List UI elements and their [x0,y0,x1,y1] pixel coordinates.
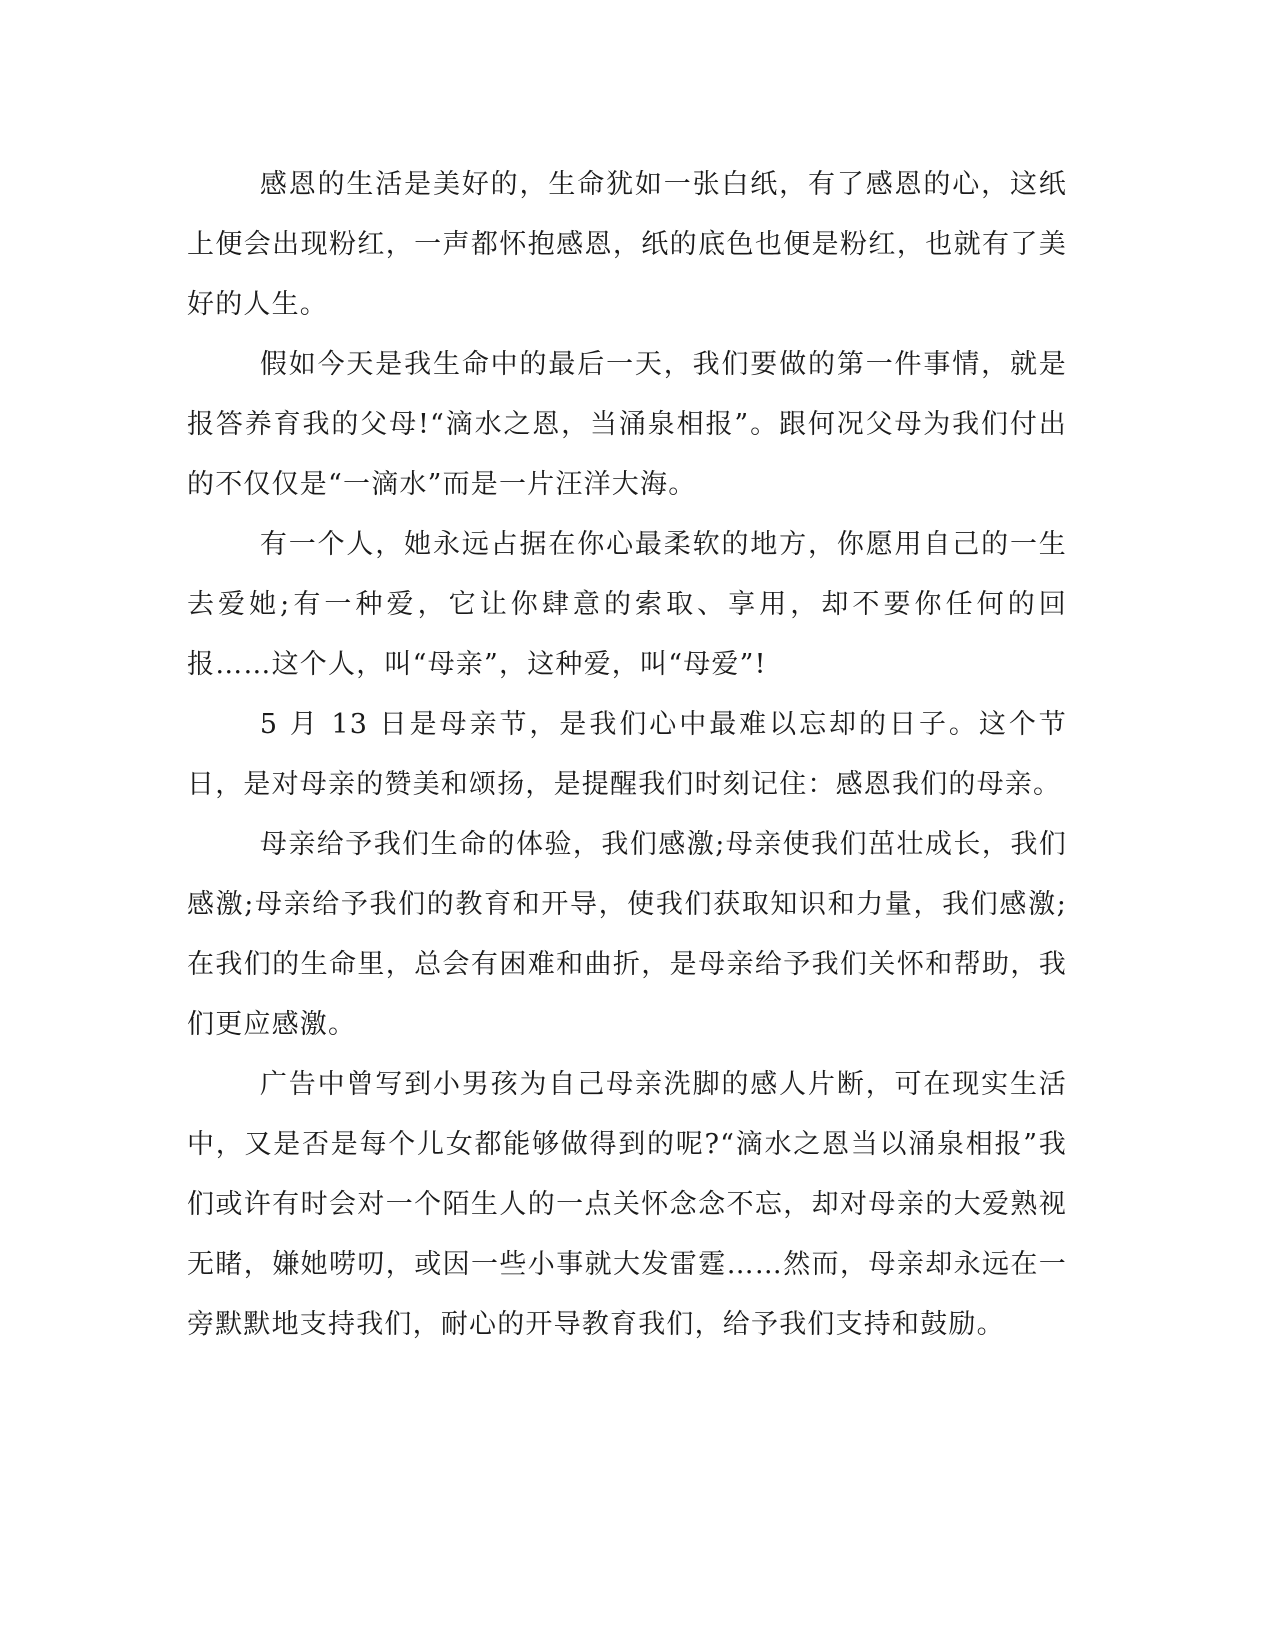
paragraph-gratitude-list: 母亲给予我们生命的体验，我们感激;母亲使我们茁壮成长，我们感激;母亲给予我们的教育和开导，使我们获取知识和力量，我们感激;在我们的生命里，总会有困难和曲折，是母亲给予我们关怀和帮助，我们更应感激。 [187,829,1067,1040]
paragraph-gratitude-life: 感恩的生活是美好的，生命犹如一张白纸，有了感恩的心，这纸上便会出现粉红，一声都怀抱感恩，纸的底色也便是粉红，也就有了美好的人生。 [187,169,1067,320]
paragraph-mother-love: 有一个人，她永远占据在你心最柔软的地方，你愿用自己的一生去爱她;有一种爱，它让你肆意的索取、享用，却不要你任何的回报……这个人，叫“母亲”，这种爱，叫“母爱”! [187,529,1067,680]
document-body [187,155,1067,1355]
paragraph-last-day: 假如今天是我生命中的最后一天，我们要做的第一件事情，就是报答养育我的父母!“滴水之恩，当涌泉相报”。跟何况父母为我们付出的不仅仅是“一滴水”而是一片汪洋大海。 [187,349,1067,500]
paragraph-advertisement: 广告中曾写到小男孩为自己母亲洗脚的感人片断，可在现实生活中，又是否是每个儿女都能够做得到的呢?“滴水之恩当以涌泉相报”我们或许有时会对一个陌生人的一点关怀念念不忘，却对母亲的大爱熟视无睹，嫌她唠叨，或因一些小事就大发雷霆……然而，母亲却永远在一旁默默地支持我们，耐心的开导教育我们，给予我们支持和鼓励。 [187,1069,1067,1340]
paragraph-mothers-day: 5 月 13 日是母亲节，是我们心中最难以忘却的日子。这个节日，是对母亲的赞美和颂扬，是提醒我们时刻记住：感恩我们的母亲。 [187,709,1067,800]
